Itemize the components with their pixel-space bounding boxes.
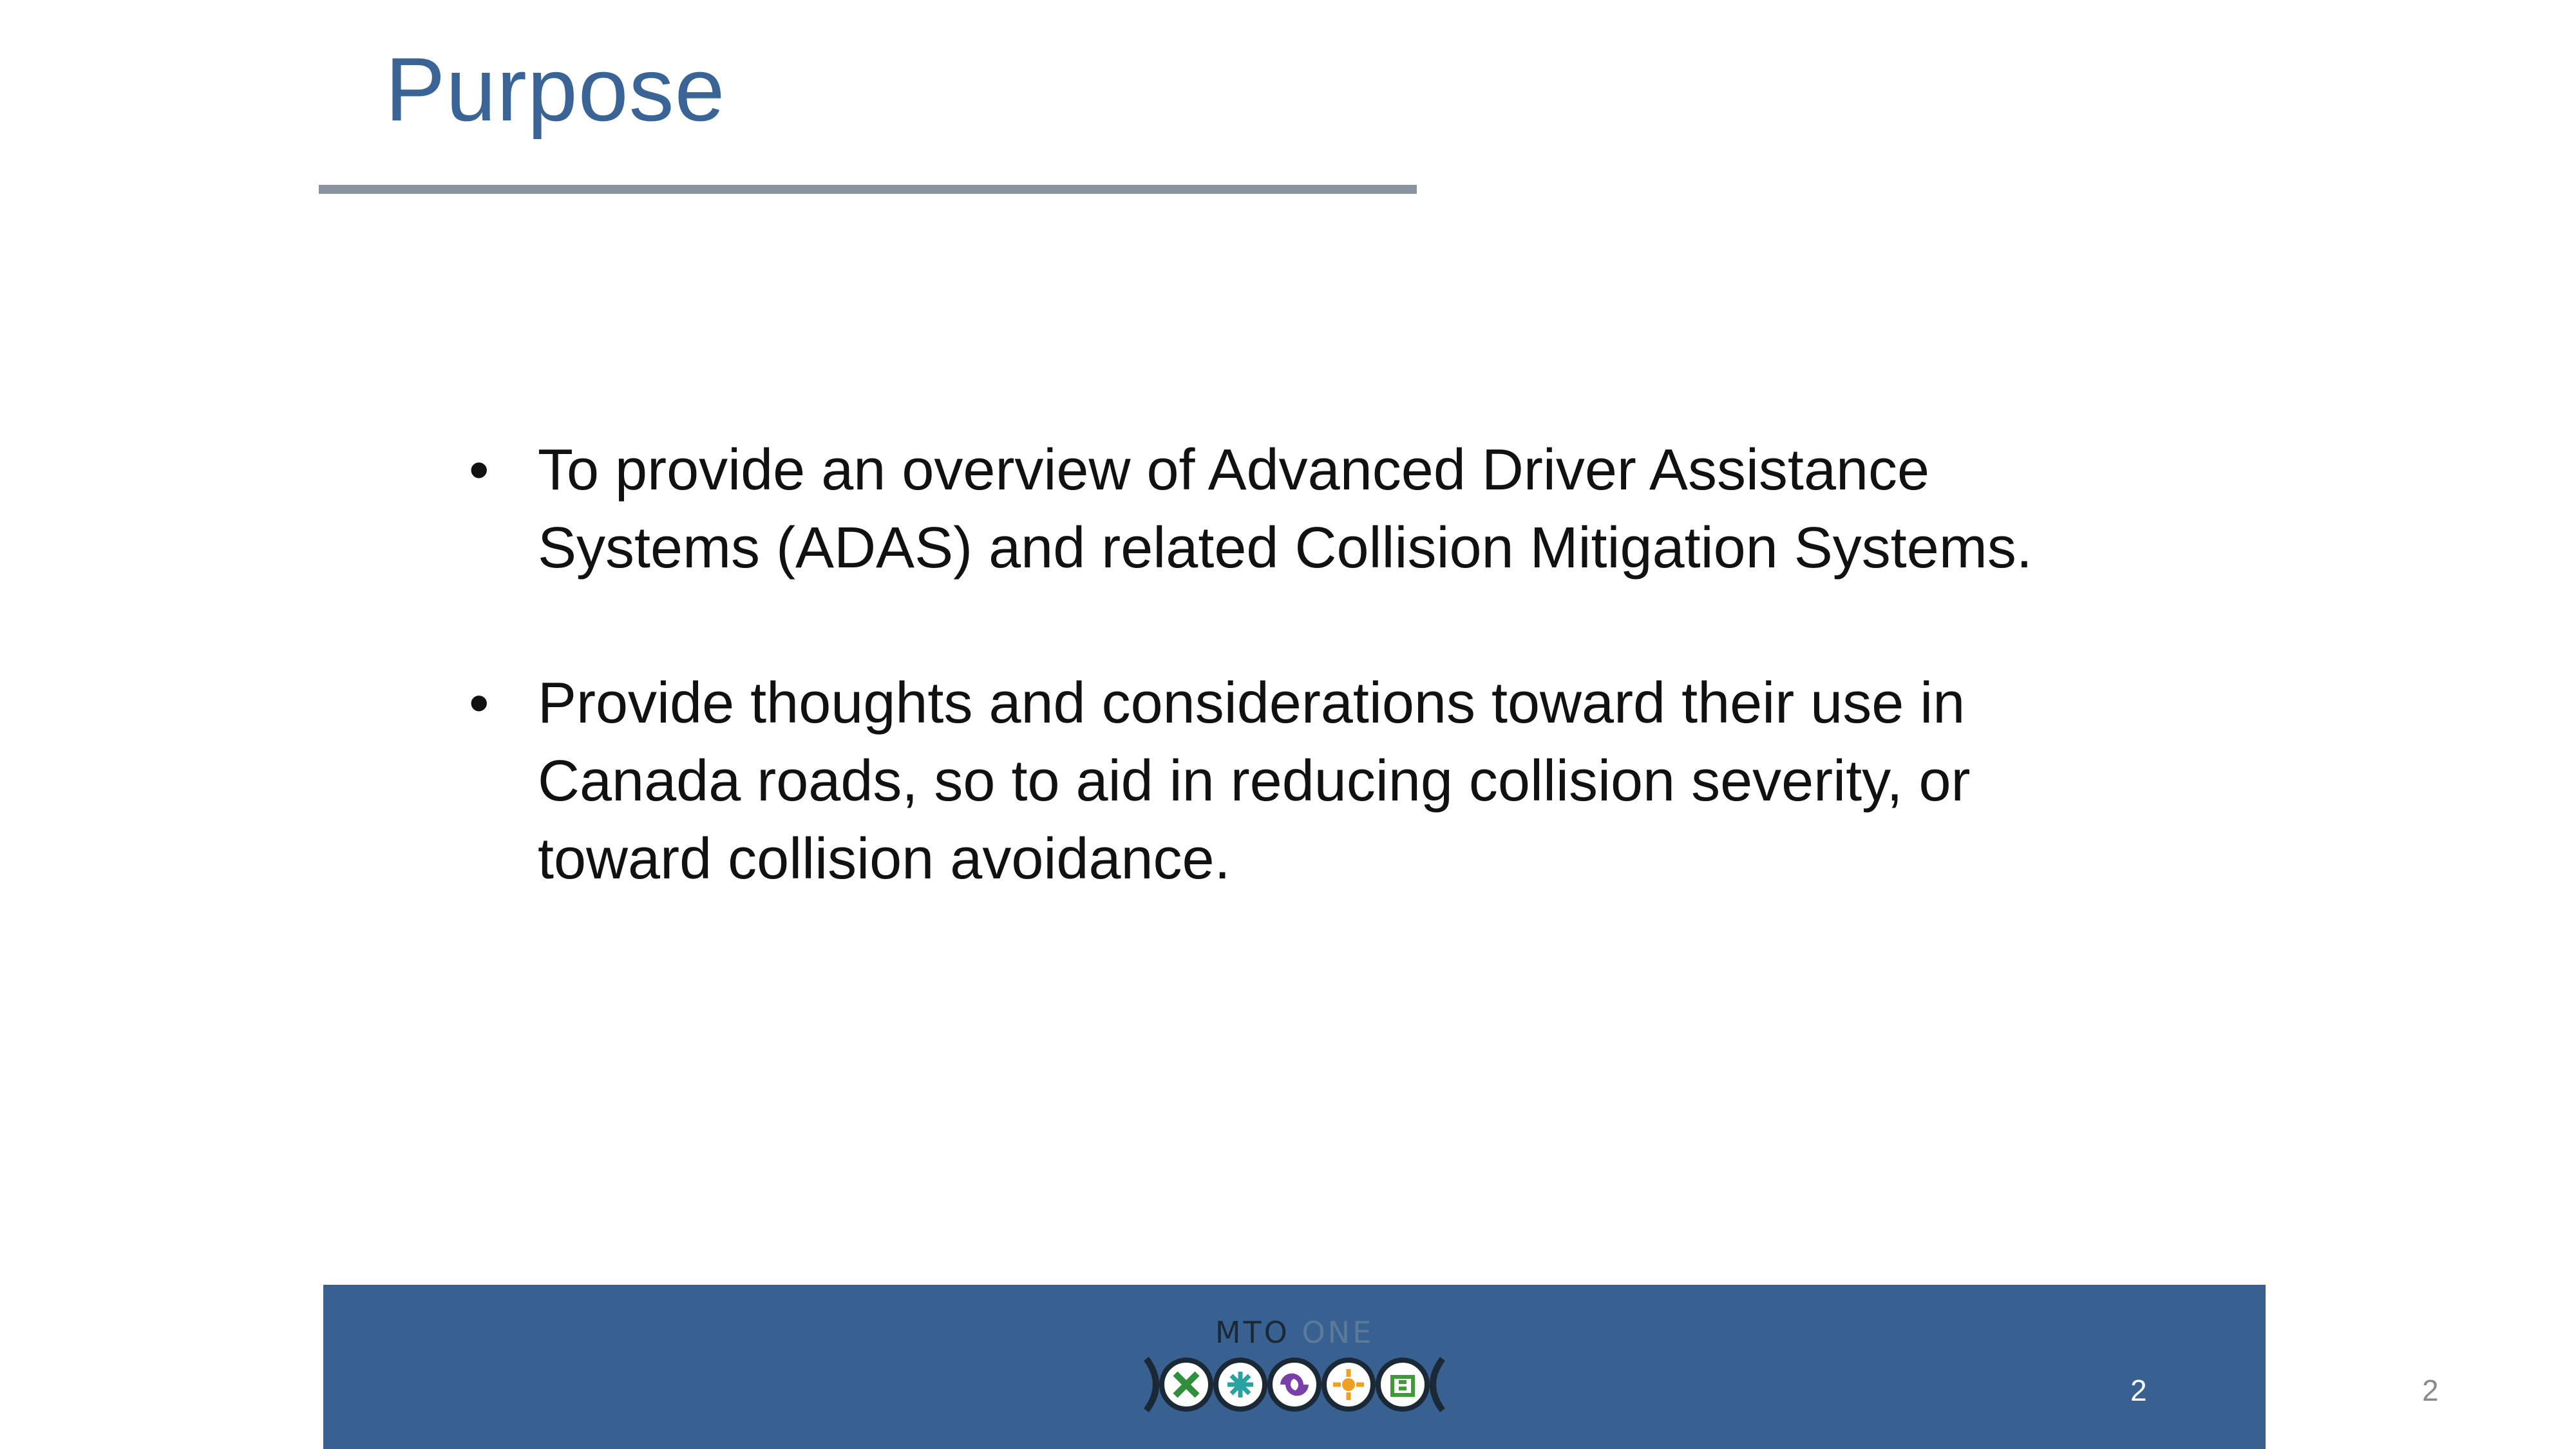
logo-wordmark <box>1140 1315 1449 1350</box>
bullet-line: To provide an overview of Advanced Driver Assistance <box>538 438 1930 502</box>
mto-one-logo <box>1140 1315 1449 1418</box>
bullet-item <box>457 431 2106 587</box>
page-number-corner: 2 <box>2422 1374 2439 1407</box>
page-number-footer: 2 <box>2130 1374 2147 1407</box>
bullet-line: Systems (ADAS) and related Collision Mitigation Systems. <box>538 516 2032 580</box>
logo-word-mto: MTO <box>1215 1315 1290 1350</box>
bullet-line: Canada roads, so to aid in reducing collision severity, or <box>538 749 1971 813</box>
bullet-line: toward collision avoidance. <box>538 827 1231 891</box>
bullet-dot: • <box>469 671 489 735</box>
slide-title: Purpose <box>385 39 726 140</box>
bullet-line: Provide thoughts and considerations toward their use in <box>538 671 1965 735</box>
logo-emblem-icon <box>1140 1352 1449 1417</box>
bullet-list <box>457 431 2106 976</box>
logo-word-one: ONE <box>1302 1315 1374 1350</box>
bullet-item <box>457 665 2106 898</box>
title-underline <box>319 185 1417 194</box>
bullet-dot: • <box>469 438 489 502</box>
